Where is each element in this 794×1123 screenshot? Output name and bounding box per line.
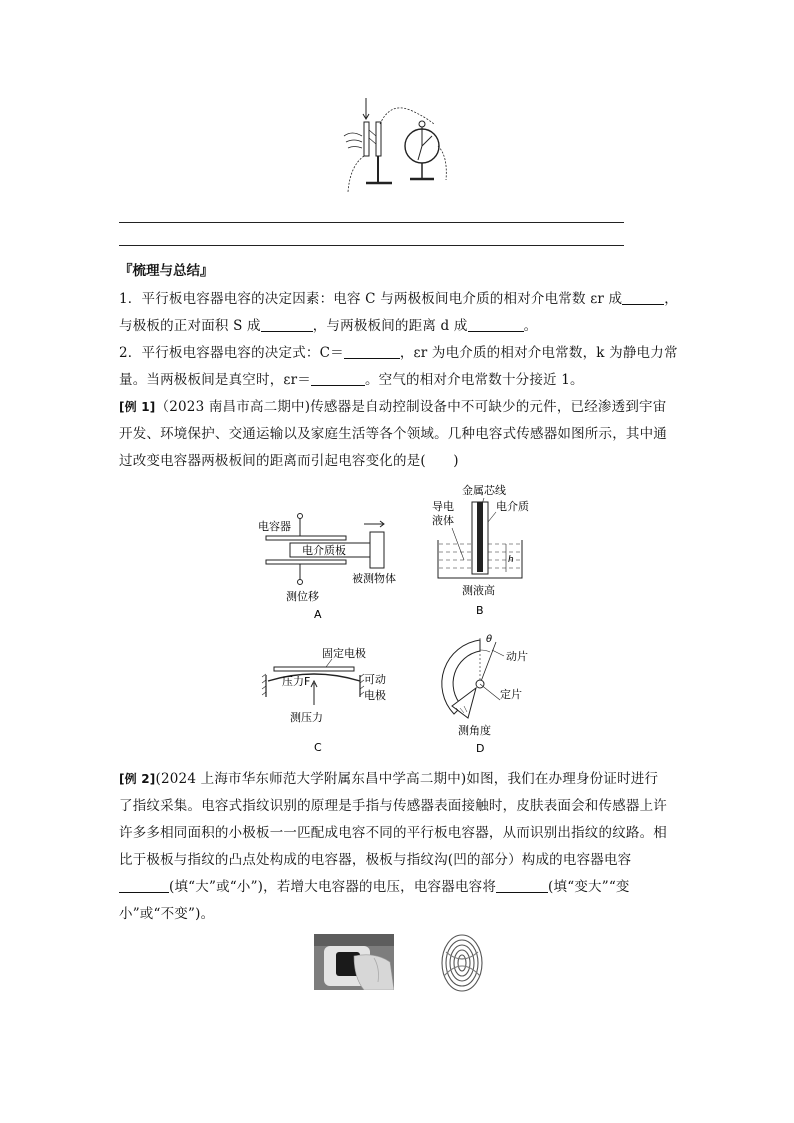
figure-d-angle (430, 628, 540, 758)
figB-measure-label: 测液高 (462, 584, 495, 597)
figC-fixed-label: 固定电极 (322, 647, 366, 660)
summary-block (119, 286, 679, 394)
fingerprint-scanner-photo (314, 934, 394, 990)
summary-item-1-line-1 (119, 286, 679, 313)
example-2-line-2 (119, 793, 679, 820)
figB-h-label: h (508, 555, 514, 565)
fill-blank[interactable] (119, 878, 169, 893)
fingerprint-image (440, 932, 484, 994)
figure-c-pressure (260, 645, 390, 757)
figB-letter: B (476, 604, 484, 617)
summary-text: 。空气的相对介电常数十分接近 1。 (364, 372, 584, 388)
summary-text: ， (664, 291, 678, 307)
figC-letter: C (314, 741, 322, 754)
example-1-line-2 (119, 421, 679, 448)
figure-b-liquid-level (422, 482, 542, 624)
figC-force-label: 压力F (282, 675, 311, 688)
example-1-text: 开发、环境保护、交通运输以及家庭生活等各个领域。几种电容式传感器如图所示，其中通 (119, 426, 667, 442)
example-2-text: (填“变大”“变 (548, 879, 630, 895)
fill-blank[interactable] (344, 344, 400, 359)
summary-text: 2．平行板电容器电容的决定式：C＝ (119, 345, 344, 361)
figA-object-label: 被测物体 (352, 572, 396, 585)
figB-liquid-label-1: 导电 (432, 500, 454, 513)
example-1-line-3 (119, 448, 679, 475)
example-2-line-6 (119, 901, 679, 928)
summary-text: 与极板的正对面积 S 成 (119, 318, 261, 334)
summary-text: ，与两极板间的距离 d 成 (312, 318, 468, 334)
example-2-line-4 (119, 847, 679, 874)
example-2 (119, 766, 679, 928)
figA-measure-label: 测位移 (286, 590, 319, 603)
summary-item-2-line-2 (119, 367, 679, 394)
figD-fixed-label: 定片 (500, 688, 522, 701)
example-2-line-3 (119, 820, 679, 847)
example-2-text: 许多多相同面积的小极板一一匹配成电容不同的平行板电容器，从而识别出指纹的纹路。相 (119, 825, 667, 841)
figB-dielectric-label: 电介质 (496, 500, 529, 513)
summary-text: 1．平行板电容器电容的决定因素：电容 C 与两极板间电介质的相对介电常数 εr 成 (119, 291, 623, 307)
fill-blank[interactable] (622, 290, 664, 305)
figD-theta-label: θ (486, 634, 493, 645)
summary-text: 。 (523, 318, 538, 334)
figC-measure-label: 测压力 (290, 711, 323, 724)
summary-text: 量。当两极板间是真空时，εr＝ (119, 372, 311, 388)
summary-item-2-line-1 (119, 340, 679, 367)
example-2-text: 比于极板与指纹的凸点处构成的电容器，极板与指纹沟(凹的部分）构成的电容器电容 (119, 852, 632, 868)
example-2-label: [例 2] (119, 772, 156, 786)
figD-letter: D (476, 742, 485, 755)
figB-core-label: 金属芯线 (462, 484, 506, 497)
example-1-line-1 (119, 394, 679, 421)
fill-blank[interactable] (468, 317, 524, 332)
example-2-line-5 (119, 874, 679, 901)
figD-measure-label: 测角度 (458, 724, 491, 737)
example-1-text: （2023 南昌市高二期中)传感器是自动控制设备中不可缺少的元件，已经渗透到宇宙 (155, 399, 667, 415)
figC-moving-label-2: 电极 (364, 689, 386, 702)
example-1 (119, 394, 679, 475)
fill-blank[interactable] (261, 317, 313, 332)
fill-blank[interactable] (311, 371, 365, 386)
figC-moving-label-1: 可动 (364, 673, 386, 686)
summary-text: ，εr 为电介质的相对介电常数，k 为静电力常 (399, 345, 678, 361)
answer-line-2 (119, 245, 624, 246)
example-1-label: [例 1] (119, 400, 156, 414)
figA-cap-label: 电容器 (258, 520, 291, 533)
answer-line-1 (119, 222, 624, 223)
electroscope-apparatus-figure (330, 96, 470, 200)
fill-blank[interactable] (496, 878, 548, 893)
example-2-text: (填“大”或“小”)，若增大电容器的电压，电容器电容将 (169, 879, 497, 895)
figD-moving-label: 动片 (506, 650, 528, 663)
figA-slab-label: 电介质板 (302, 544, 346, 557)
example-2-text: (2024 上海市华东师范大学附属东昌中学高二期中)如图，我们在办理身份证时进行 (155, 771, 659, 787)
figA-letter: A (314, 608, 322, 621)
section-title: 『梳理与总结』 (119, 263, 214, 279)
example-1-text: 过改变电容器两极板间的距离而引起电容变化的是( ) (119, 453, 459, 469)
example-2-text: 了指纹采集。电容式指纹识别的原理是手指与传感器表面接触时，皮肤表面会和传感器上许 (119, 798, 667, 814)
figB-liquid-label-2: 液体 (432, 514, 454, 527)
figure-a-displacement (252, 506, 402, 624)
summary-item-1-line-2 (119, 313, 679, 340)
example-2-text: 小”或“不变”)。 (119, 906, 215, 922)
example-2-line-1 (119, 766, 679, 793)
